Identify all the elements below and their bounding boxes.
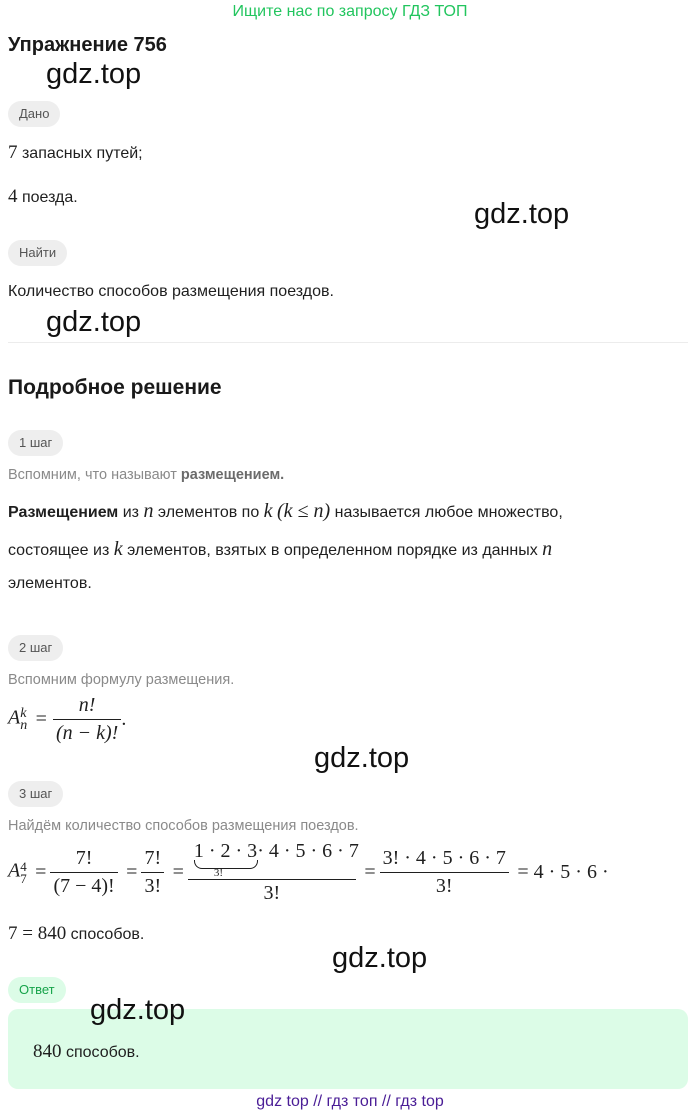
answer-text: 840 способов. bbox=[33, 1041, 140, 1062]
step-1-intro: Вспомним, что называют размещением. bbox=[8, 467, 285, 483]
given-line-2: 4 поезда. bbox=[8, 186, 78, 207]
solution-heading: Подробное решение bbox=[8, 376, 222, 399]
step-1-definition-line-1: Размещением из n элементов по k (k ≤ n) называется любое множество, bbox=[8, 500, 563, 522]
computation-result: 7 = 840 способов. bbox=[8, 923, 145, 944]
find-text: Количество способов размещения поездов. bbox=[8, 283, 334, 300]
watermark: gdz.top bbox=[474, 198, 570, 230]
step-3-intro: Найдём количество способов размещения поездов. bbox=[8, 818, 359, 834]
step-1-definition-line-2: состоящее из k элементов, взятых в определенном порядке из данных n bbox=[8, 538, 553, 560]
answer-label: Ответ bbox=[8, 977, 66, 1003]
given-label: Дано bbox=[8, 101, 60, 127]
watermark: gdz.top bbox=[332, 942, 428, 974]
find-label: Найти bbox=[8, 240, 67, 266]
step-1-label: 1 шаг bbox=[8, 430, 63, 456]
watermark: gdz.top bbox=[90, 994, 186, 1026]
computation-formula: A 4 7 = $\frac{7!}{(7 - 4)!}$ = $\frac{7!}{3!}$ = 1 · 2 · 3· 4 · 5 · 6 · 7 3! 3! = $\frac{3! \cdot 4 \cdot 5 \cdot 6 \cdot 7}{3!}$ = 4 · 5 · 6 · bbox=[8, 840, 609, 904]
watermark: gdz.top bbox=[46, 58, 142, 90]
watermark: gdz.top bbox=[46, 306, 142, 338]
exercise-title: Упражнение 756 bbox=[8, 34, 167, 56]
step-2-intro: Вспомним формулу размещения. bbox=[8, 672, 235, 688]
search-banner: Ищите нас по запросу ГДЗ ТОП bbox=[232, 3, 468, 20]
divider bbox=[8, 342, 688, 343]
step-3-label: 3 шаг bbox=[8, 781, 63, 807]
given-line-1: 7 запасных путей; bbox=[8, 142, 143, 163]
footer-links[interactable]: gdz top // гдз топ // гдз top bbox=[256, 1093, 444, 1110]
step-2-label: 2 шаг bbox=[8, 635, 63, 661]
step-1-definition-line-3: элементов. bbox=[8, 575, 92, 592]
watermark: gdz.top bbox=[314, 742, 410, 774]
placement-formula: A k n = $\frac{n!}{(n - k)!}$ . bbox=[8, 694, 127, 744]
